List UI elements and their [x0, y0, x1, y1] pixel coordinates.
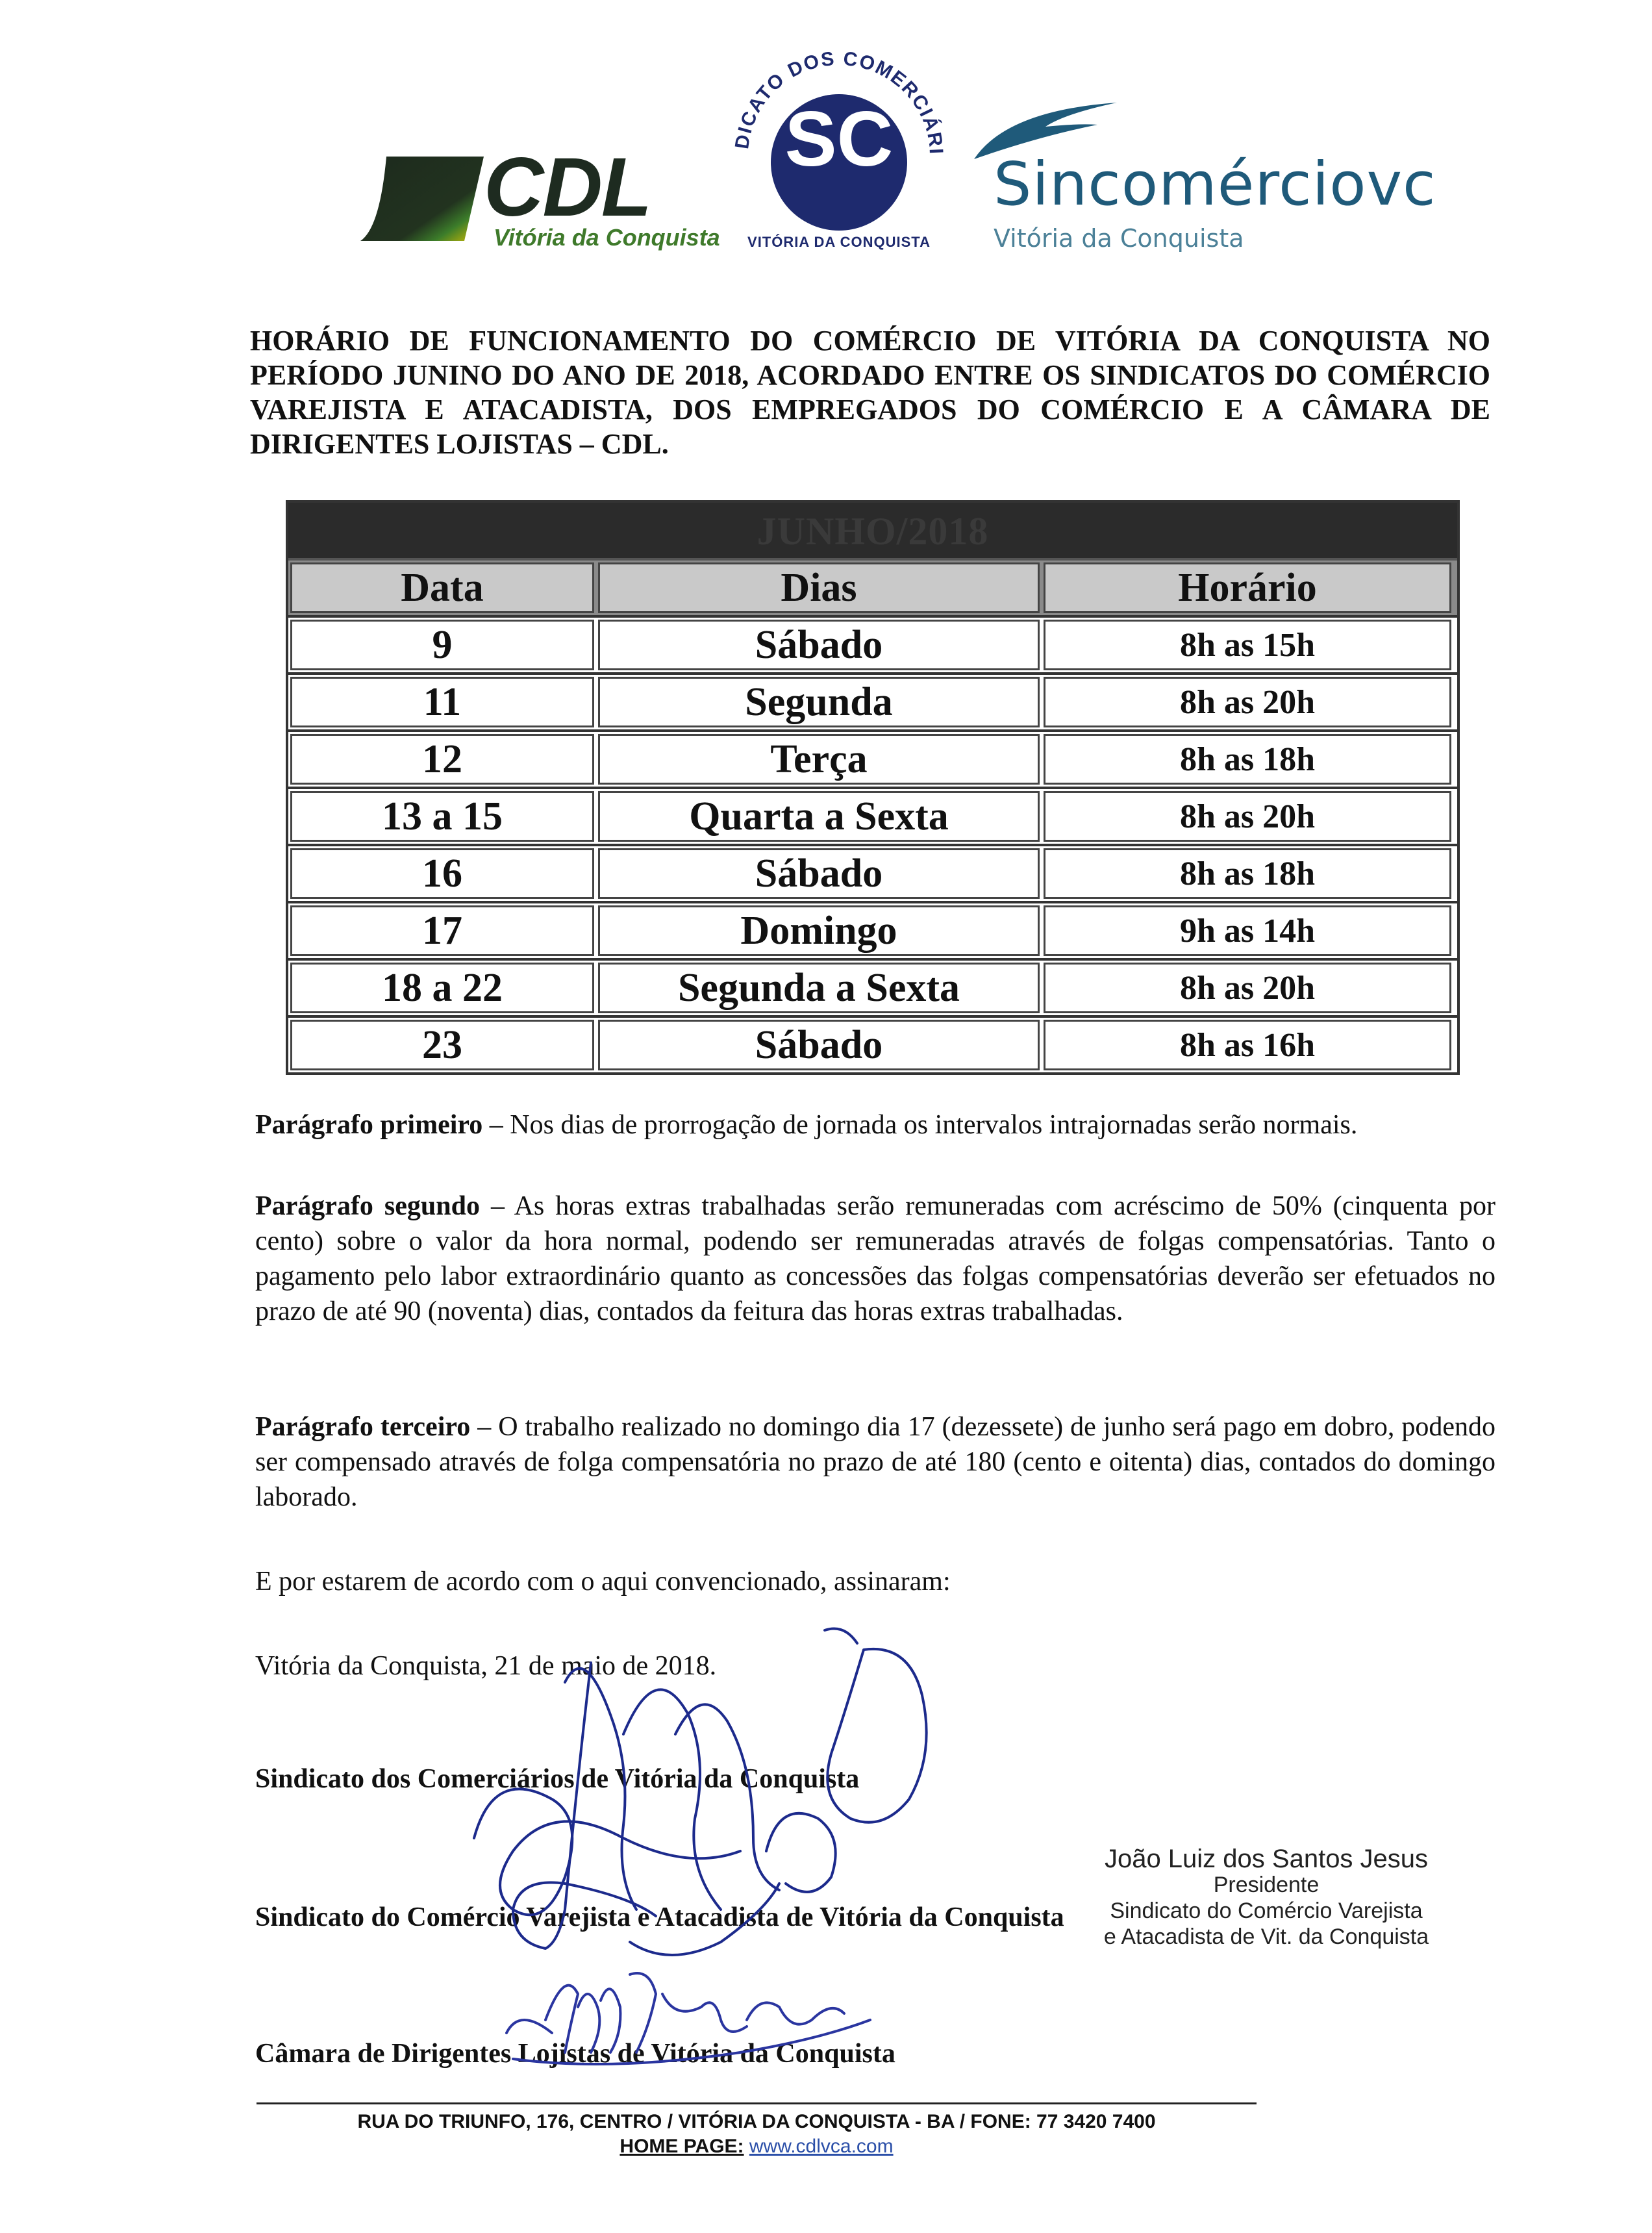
cell-dias: Segunda: [598, 677, 1040, 727]
table-row: [288, 675, 1457, 732]
cdl-name: CDL: [484, 141, 651, 234]
footer-address: RUA DO TRIUNFO, 176, CENTRO / VITÓRIA DA CONQUISTA - BA / FONE: 77 3420 7400: [357, 2111, 1156, 2132]
signatory-comercio-varejista: Sindicato do Comércio Varejista e Atacadista de Vitória da Conquista: [255, 1902, 1064, 1932]
stamp-role: Presidente: [1213, 1873, 1320, 1897]
homepage-label: HOME PAGE:: [620, 2136, 744, 2157]
homepage-link[interactable]: www.cdlvca.com: [749, 2136, 894, 2157]
table-row: [288, 1018, 1457, 1072]
paragraph-primeiro: [255, 1107, 1496, 1142]
cell-dias: Sábado: [598, 1020, 1040, 1070]
cell-dias: Sábado: [598, 620, 1040, 670]
date-line: Vitória da Conquista, 21 de maio de 2018.: [255, 1651, 717, 1681]
table-row: [288, 903, 1457, 961]
seal-ring-text: DICATO DOS COMERCIÁRI: [731, 47, 947, 156]
paragraph-label: Parágrafo terceiro: [255, 1412, 471, 1442]
table-row: [288, 961, 1457, 1018]
paragraph-text: – As horas extras trabalhadas serão remuneradas com acréscimo de 50% (cinquenta por cento) sobre o valor da hora normal, podendo ser remuneradas através de folgas compensatórias. Tanto o pagamento pelo labor extraordinário quanto as concessões das folgas compensatórias deverão ser efetuados no prazo de até 90 (noventa) dias, contados da feitura das horas extras trabalhadas.: [255, 1191, 1496, 1326]
table-row: [288, 618, 1457, 675]
column-header-horario: Horário: [1044, 562, 1451, 613]
cell-horario: 8h as 16h: [1044, 1020, 1451, 1070]
signatory-cdl: Câmara de Dirigentes Lojistas de Vitória da Conquista: [255, 2039, 895, 2069]
cell-data: 23: [290, 1020, 594, 1070]
sincomercio-name: Sincomérciovc: [994, 149, 1436, 219]
stamp-org-line2: e Atacadista de Vit. da Conquista: [1103, 1924, 1429, 1949]
cell-horario: 8h as 20h: [1044, 963, 1451, 1013]
cdl-city: Vitória da Conquista: [494, 224, 720, 251]
paragraph-label: Parágrafo segundo: [255, 1191, 480, 1221]
cell-data: 18 a 22: [290, 963, 594, 1013]
table-row: [288, 732, 1457, 789]
schedule-table: [286, 500, 1460, 1075]
cdl-mark-icon: [360, 150, 490, 247]
sindicato-city: VITÓRIA DA CONQUISTA: [747, 234, 931, 250]
table-row: [288, 846, 1457, 903]
sindicato-seal-icon: [722, 39, 956, 234]
sincomercio-logo: [955, 97, 1436, 260]
cell-dias: Domingo: [598, 905, 1040, 956]
cell-dias: Quarta a Sexta: [598, 791, 1040, 842]
cell-dias: Segunda a Sexta: [598, 963, 1040, 1013]
closing-sentence: E por estarem de acordo com o aqui convencionado, assinaram:: [255, 1567, 951, 1596]
cell-data: 16: [290, 848, 594, 899]
seal-monogram: SC: [784, 95, 894, 183]
cell-data: 12: [290, 734, 594, 785]
paragraph-text: – Nos dias de prorrogação de jornada os intervalos intrajornadas serão normais.: [482, 1110, 1358, 1140]
sincomercio-city: Vitória da Conquista: [994, 224, 1244, 253]
sindicato-comerciarios-logo: [722, 39, 956, 260]
stamp-org-line1: Sindicato do Comércio Varejista: [1110, 1899, 1423, 1923]
stamp-name: João Luiz dos Santos Jesus: [1104, 1845, 1429, 1873]
cell-horario: 8h as 18h: [1044, 848, 1451, 899]
column-header-data: Data: [290, 562, 594, 613]
paragraph-text: – O trabalho realizado no domingo dia 17 (dezessete) de junho será pago em dobro, podendo ser compensado através de folga compensatória no prazo de até 180 (cento e oitenta) dias, contados do domingo laborado.: [255, 1412, 1496, 1512]
handwritten-signatures: [416, 1604, 1065, 2085]
schedule-header-row: [288, 561, 1457, 618]
cdl-logo: [360, 140, 724, 257]
cell-data: 13 a 15: [290, 791, 594, 842]
column-header-dias: Dias: [598, 562, 1040, 613]
cell-data: 9: [290, 620, 594, 670]
schedule-title: JUNHO/2018: [288, 503, 1457, 561]
cell-horario: 8h as 20h: [1044, 677, 1451, 727]
cell-horario: 8h as 20h: [1044, 791, 1451, 842]
table-row: [288, 789, 1457, 846]
president-stamp: [1052, 1846, 1481, 1950]
cell-horario: 8h as 15h: [1044, 620, 1451, 670]
footer-divider: [257, 2102, 1257, 2104]
cell-horario: 8h as 18h: [1044, 734, 1451, 785]
cell-data: 11: [290, 677, 594, 727]
paragraph-segundo: [255, 1189, 1496, 1329]
footer-homepage: [257, 2136, 1257, 2158]
cell-horario: 9h as 14h: [1044, 905, 1451, 956]
paragraph-terceiro: [255, 1409, 1496, 1515]
signatory-comerciarios: Sindicato dos Comerciários de Vitória da Conquista: [255, 1764, 860, 1794]
cell-dias: Sábado: [598, 848, 1040, 899]
cell-dias: Terça: [598, 734, 1040, 785]
cell-data: 17: [290, 905, 594, 956]
paragraph-label: Parágrafo primeiro: [255, 1110, 483, 1140]
document-heading: HORÁRIO DE FUNCIONAMENTO DO COMÉRCIO DE VITÓRIA DA CONQUISTA NO PERÍODO JUNINO DO ANO DE 2018, ACORDADO ENTRE OS SINDICATOS DO COMÉRCIO VAREJISTA E ATACADISTA, DOS EMPREGADOS DO COMÉRCIO E A CÂMARA DE DIRIGENTES LOJISTAS – CDL.: [250, 325, 1490, 460]
